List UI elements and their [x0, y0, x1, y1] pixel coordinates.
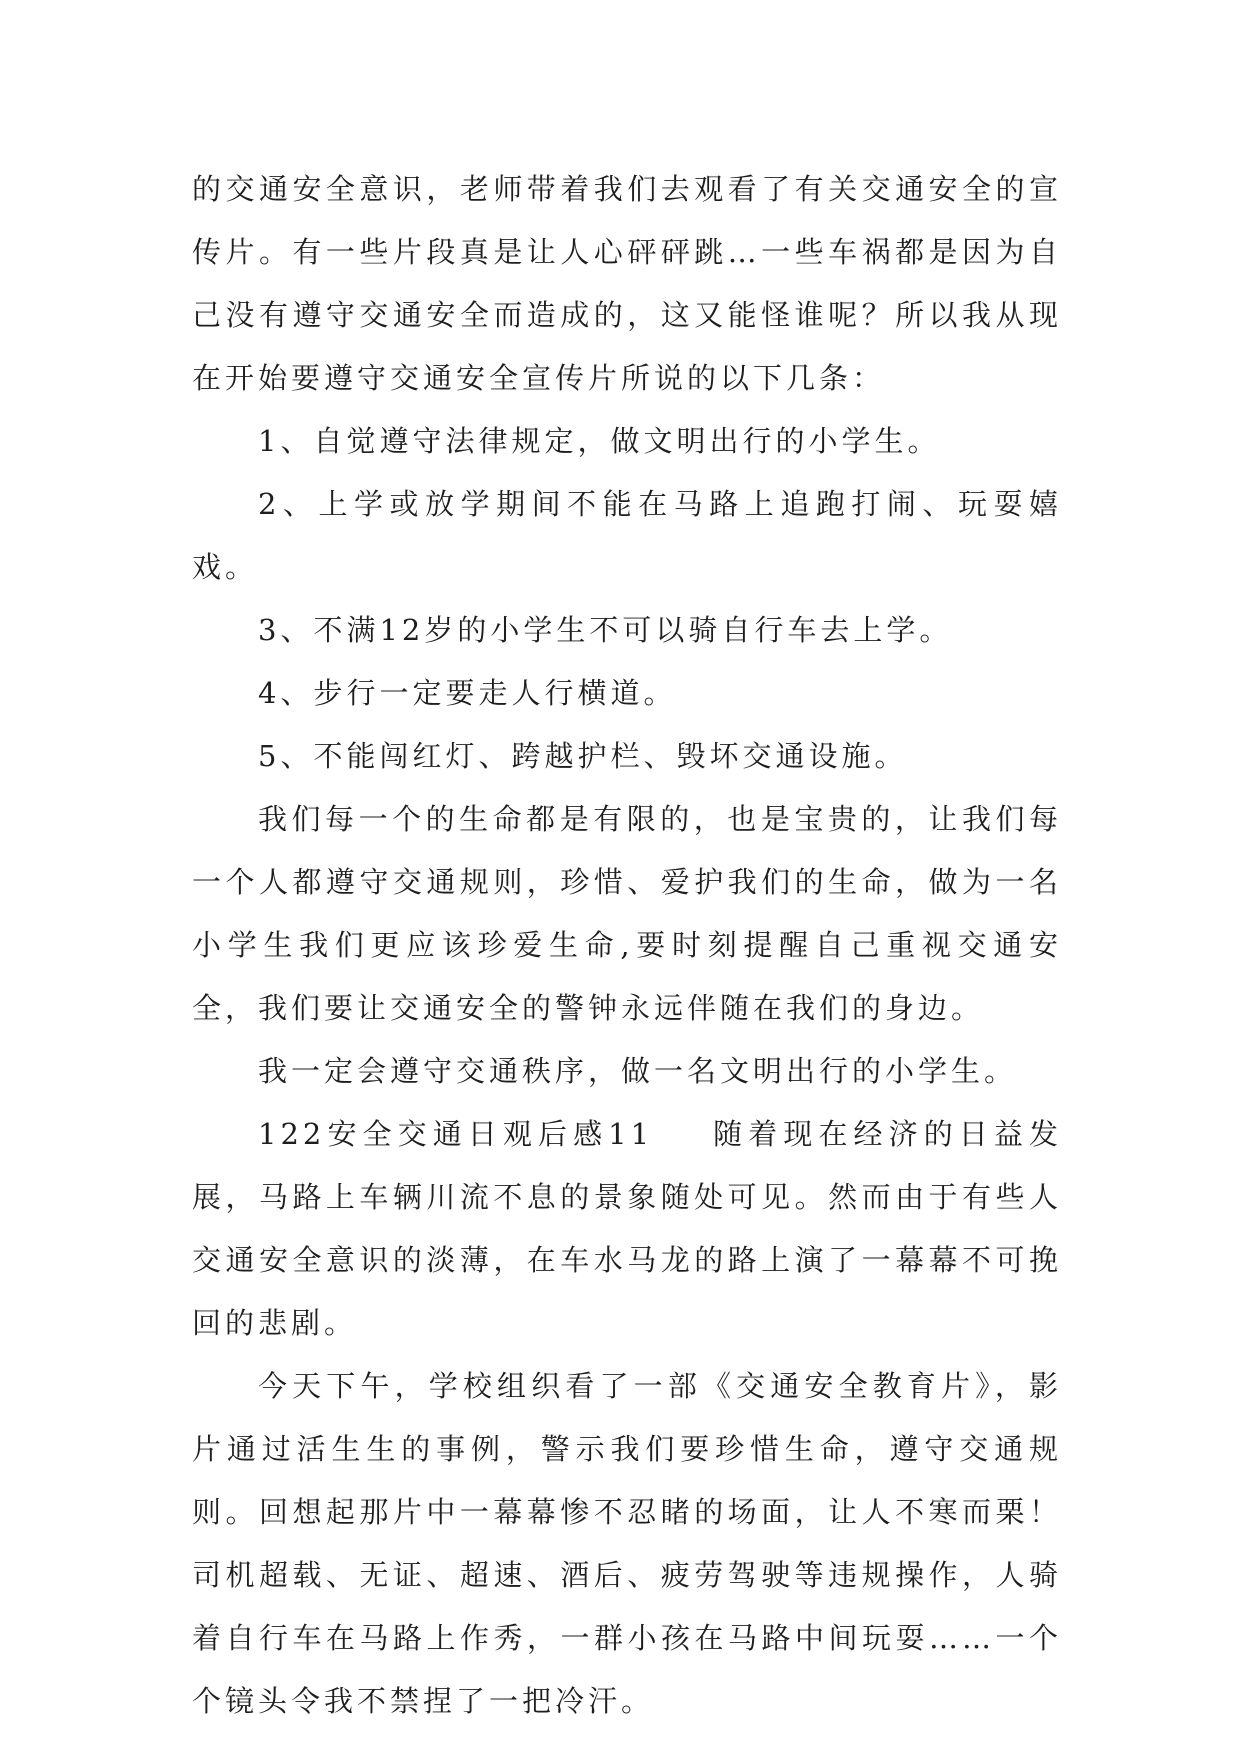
document-body	[192, 158, 1062, 1733]
paragraph-life: 我们每一个的生命都是有限的，也是宝贵的，让我们每一个人都遵守交通规则，珍惜、爱护我们的生命，做为一名小学生我们更应该珍爱生命,要时刻提醒自己重视交通安全，我们要让交通安全的警钟永远伴随在我们的身边。	[192, 802, 1062, 1025]
list-item-4: 4、步行一定要走人行横道。	[258, 676, 677, 710]
list-item-1: 1、自觉遵守法律规定，做文明出行的小学生。	[258, 424, 941, 458]
section-text: 随着现在经济的日益发展，马路上车辆川流不息的景象随处可见。然而由于有些人交通安全意识的淡薄，在车水马龙的路上演了一幕幕不可挽回的悲剧。	[192, 1117, 1062, 1340]
paragraph-promise: 我一定会遵守交通秩序，做一名文明出行的小学生。	[258, 1054, 1018, 1088]
list-item-5: 5、不能闯红灯、跨越护栏、毁坏交通设施。	[258, 739, 908, 773]
section-paragraph	[192, 1103, 1062, 1355]
paragraph-intro-continued: 的交通安全意识，老师带着我们去观看了有关交通安全的宣传片。有一些片段真是让人心砰砰跳…一些车祸都是因为自己没有遵守交通安全而造成的，这又能怪谁呢？所以我从现在开始要遵守交通安全宣传片所说的以下几条：	[192, 172, 1062, 395]
section-title: 122安全交通日观后感11	[258, 1117, 654, 1151]
list-item-3: 3、不满12岁的小学生不可以骑自行车去上学。	[258, 613, 953, 647]
list-item-2: 2、上学或放学期间不能在马路上追跑打闹、玩耍嬉戏。	[192, 487, 1062, 584]
paragraph-afternoon: 今天下午，学校组织看了一部《交通安全教育片》，影片通过活生生的事例，警示我们要珍惜生命，遵守交通规则。回想起那片中一幕幕惨不忍睹的场面，让人不寒而栗！司机超载、无证、超速、酒后、疲劳驾驶等违规操作，人骑着自行车在马路上作秀，一群小孩在马路中间玩耍……一个个镜头令我不禁捏了一把冷汗。	[192, 1369, 1062, 1718]
